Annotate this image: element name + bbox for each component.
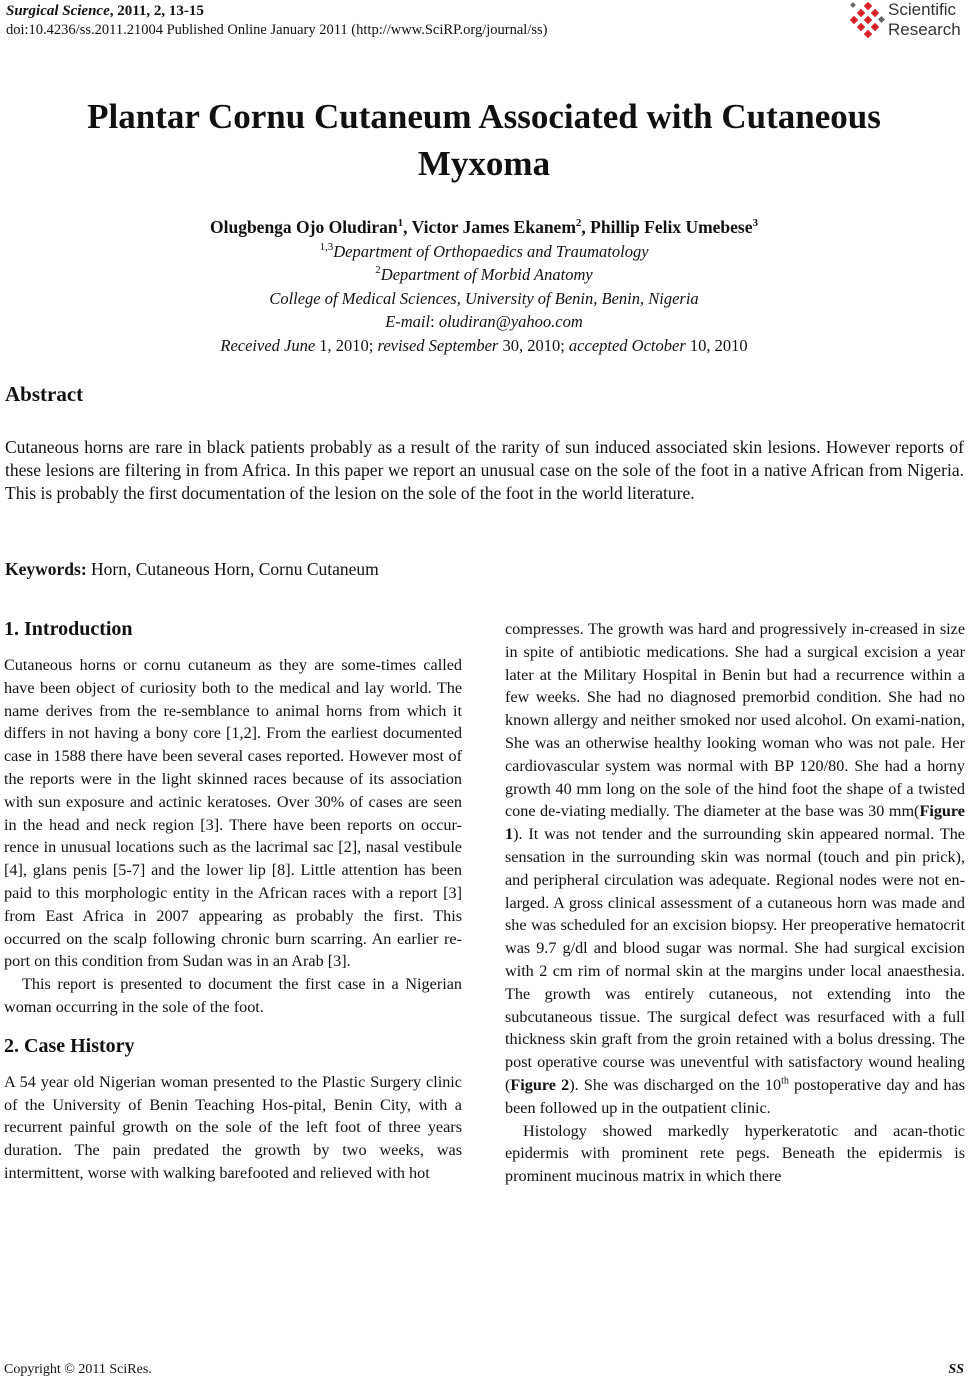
keywords-label: Keywords: xyxy=(5,559,87,579)
keywords-text: Horn, Cutaneous Horn, Cornu Cutaneum xyxy=(86,559,379,579)
author-list: Olugbenga Ojo Oludiran$^1$, Victor James Ekanem$^2$, Phillip Felix Umebese$^3$ xyxy=(209,217,759,237)
affiliation-2: $^2$Department of Morbid Anatomy xyxy=(375,264,593,284)
paper-title xyxy=(0,93,968,187)
abstract-text: Cutaneous horns are rare in black patients probably as a result of the rarity of sun induced associated skin lesions. However reports of these lesions are filtering in from Africa. In this paper we report an unusual case on the sole of the foot in a native African from Nigeria. This is probably the first documentation of the lesion on the sole of the foot in the world literature. xyxy=(5,437,964,503)
dates-line: Received June 1, 2010; revised September 30, 2010; accepted October 10, 2010 xyxy=(220,336,748,355)
journal-volume: , 2011, 2, 13-15 xyxy=(109,3,204,19)
copyright: Copyright © 2011 SciRes. xyxy=(4,1362,152,1377)
author-1-affil: 1 xyxy=(397,217,404,229)
doi-line: doi:10.4236/ss.2011.21004 Published Online January 2011 (http://www.SciRP.org/journal/ss) xyxy=(6,22,548,38)
intro-paragraph-1: Cutaneous horns or cornu cutaneum as they are some-times called have been object of curiosity both to the medical and lay world. The name derives from the re-semblance to animal horns from which it differs in not having a bony core [1,2]. From the earliest documented case in 1588 there have been several cases reported. However most of the reports were in the light skinned races because of its association with sun exposure and actinic keratoses. Over 30% of cases are seen in the head and neck region [3]. There have been reports on occur-rence in unusual locations such as the lacrimal sac [2], nasal vestibule [4], glans penis [5-7] and the lower lip [8]. Little attention has been paid to this morphologic entity in the African races with a report [3] from East Africa in 2007 appearing as probably the first. This occurred on the scalp following chronic burn scarring. An earlier re-port on this condition from Sudan was in an Arab [3]. xyxy=(4,656,462,971)
title-line-1: Plantar Cornu Cutaneum Associated with Cutaneous xyxy=(87,97,881,136)
college-line: College of Medical Sciences, University of Benin, Benin, Nigeria xyxy=(269,289,699,308)
author-2-affil: 2 xyxy=(575,217,582,229)
logo-line-2: Research xyxy=(888,20,961,39)
author-3: Phillip Felix Umebese xyxy=(590,217,753,237)
case-paragraph-1: A 54 year old Nigerian woman presented to the Plastic Surgery clinic of the University of Benin Teaching Hos-pital, Benin City, with a recurrent painful growth on the sole of the left foot of three years duration. The pain predated the growth by two weeks, was intermittent, worse with walking barefooted and relieved with hot xyxy=(4,1072,462,1182)
title-line-2: Myxoma xyxy=(417,144,551,183)
email-line: E-mail: oludiran@yahoo.com xyxy=(385,312,583,331)
section-heading-introduction: 1. Introduction xyxy=(4,618,133,640)
author-3-affil: 3 xyxy=(752,217,759,229)
abstract-heading: Abstract xyxy=(5,382,84,406)
figure-1-ref[interactable]: Figure 1 xyxy=(505,802,965,844)
email-link[interactable]: oludiran@yahoo.com xyxy=(438,312,583,331)
scientific-research-logo-icon xyxy=(848,2,886,40)
figure-2-ref[interactable]: Figure 2 xyxy=(510,1075,570,1094)
keywords xyxy=(5,559,379,580)
intro-paragraph-2: This report is presented to document the first case in a Nigerian woman occurring in the sole of the foot. xyxy=(4,975,462,1016)
logo-line-1: Scientific xyxy=(888,0,957,19)
left-column xyxy=(4,616,462,1185)
journal-citation xyxy=(6,2,706,21)
right-column xyxy=(505,618,965,1188)
histology-paragraph: Histology showed markedly hyperkeratotic and acan-thotic epidermis with prominent rete pegs. Beneath the epidermis is prominent mucinous matrix in which there xyxy=(505,1121,965,1186)
case-paragraph-continued: compresses. The growth was hard and progressively in-creased in size in spite of antibiotic medications. She had a surgical excision a year later at the Military Hospital in Benin but had a recurrence within a few weeks. She had no diagnosed premorbid condition. She had no known allergy and neither smoked nor used alcohol. On exami-nation, She was an otherwise healthy looking woman who was not pale. Her cardiovascular system was normal with BP 120/80. She had a horny growth 40 mm long on the sole of the hind foot the shape of a twisted cone de-viating medially. The diameter at the base was 30 mm(Figure 1). It was not tender and the surrounding skin appeared normal. The sensation in the surrounding skin was normal (touch and pin prick), and peripheral circulation was adequate. Regional nodes were not en-larged. A gross clinical assessment of a cutaneous horn was made and she was scheduled for an excision biopsy. Her preoperative hematocrit was 9.7 g/dl and blood sugar was normal. She had surgical excision with 2 cm rim of normal skin at the margins under local anaesthesia. The growth was entirely cutaneous, not extending into the subcutaneous tissue. The surgical defect was resurfaced with a full thickness skin graft from the groin retained with a bolus dressing. The post operative course was uneventful with satisfactory wound healing (Figure 2). She was discharged on the 10th postoperative day and has been followed up in the outpatient clinic. xyxy=(505,620,966,1117)
section-heading-case-history: 2. Case History xyxy=(4,1034,135,1057)
journal-header xyxy=(6,2,706,40)
journal-name: Surgical Science xyxy=(6,3,110,19)
affiliation-1: $^{1,3}$Department of Orthopaedics and Traumatology xyxy=(319,241,649,261)
journal-abbreviation: SS xyxy=(948,1362,964,1377)
author-1: Olugbenga Ojo Oludiran xyxy=(209,217,398,237)
author-2: Victor James Ekanem xyxy=(411,217,576,237)
publisher-logo xyxy=(848,0,968,44)
logo-text xyxy=(888,0,961,40)
